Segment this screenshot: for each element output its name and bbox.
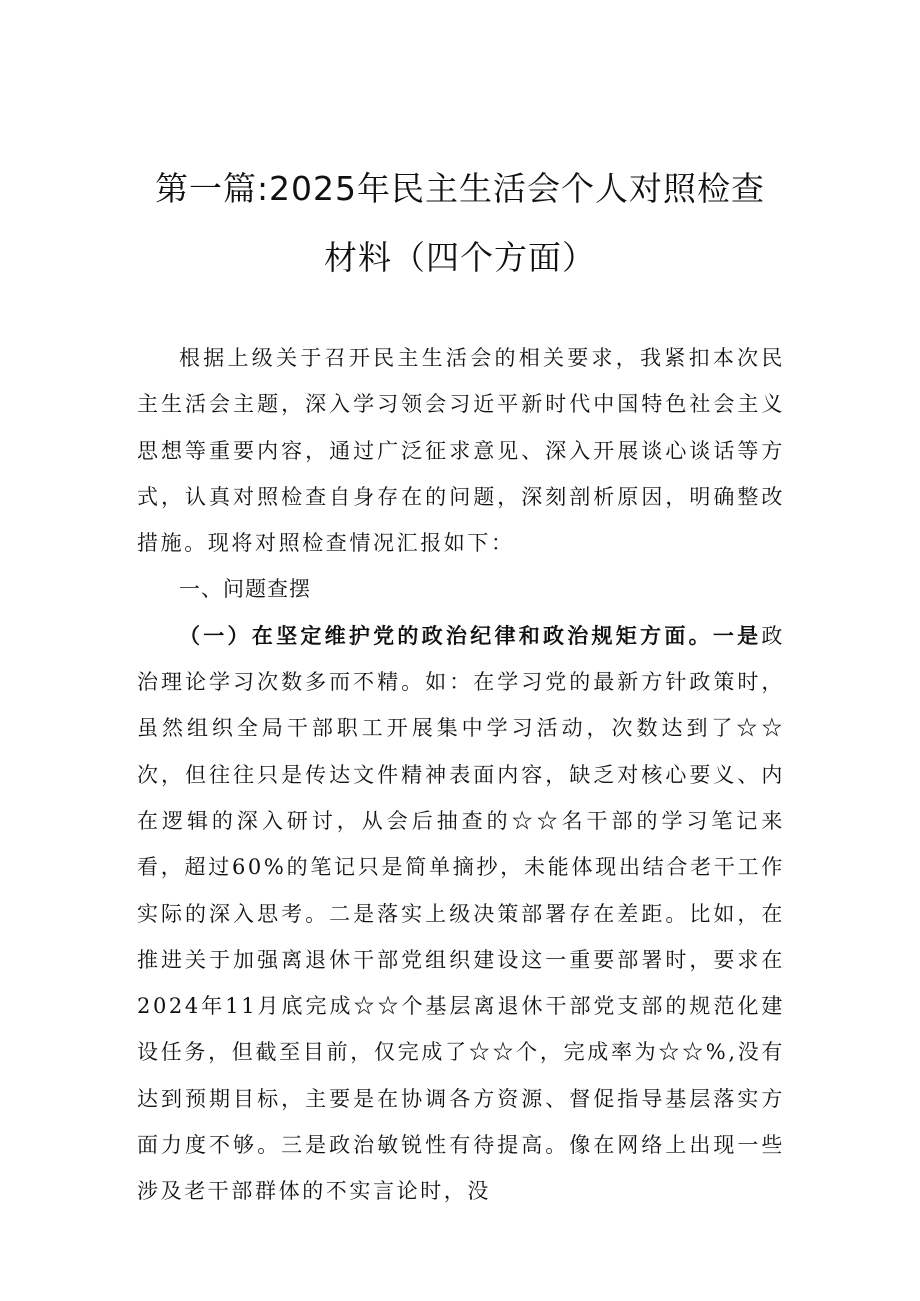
document-title-line-2: 材料（四个方面） (324, 238, 596, 277)
subsection-heading-political-discipline: （一）在坚定维护党的政治纪律和政治规矩方面。 (179, 622, 713, 648)
document-body (137, 335, 785, 1215)
subsection-body-text: 政治理论学习次数多而不精。如：在学习党的最新方针政策时，虽然组织全局干部职工开展集中学习活动，次数达到了☆☆次，但往往只是传达文件精神表面内容，缺乏对核心要义、内在逻辑的深入研讨，从会后抽查的☆☆名干部的学习笔记来看，超过60%的笔记只是简单摘抄，未能体现出结合老干工作实际的深入思考。二是落实上级决策部署存在差距。比如，在推进关于加强离退休干部党组织建设这一重要部署时，要求在2024年11月底完成☆☆个基层离退休干部党支部的规范化建设任务，但截至目前，仅完成了☆☆个，完成率为☆☆%,没有达到预期目标，主要是在协调各方资源、督促指导基层落实方面力度不够。三是政治敏锐性有待提高。像在网络上出现一些涉及老干部群体的不实言论时，没 (137, 623, 786, 1204)
first-point-label: 一是 (712, 622, 762, 648)
subsection-paragraph-political-discipline (137, 613, 785, 1215)
intro-paragraph: 根据上级关于召开民主生活会的相关要求，我紧扣本次民主生活会主题，深入学习领会习近平新时代中国特色社会主义思想等重要内容，通过广泛征求意见、深入开展谈心谈话等方式，认真对照检查自身存在的问题，深刻剖析原因，明确整改措施。现将对照检查情况汇报如下： (137, 346, 785, 556)
section-heading-problems: 一、问题查摆 (179, 577, 311, 602)
document-title-line-1: 第一篇:2025年民主生活会个人对照检查 (154, 169, 766, 208)
